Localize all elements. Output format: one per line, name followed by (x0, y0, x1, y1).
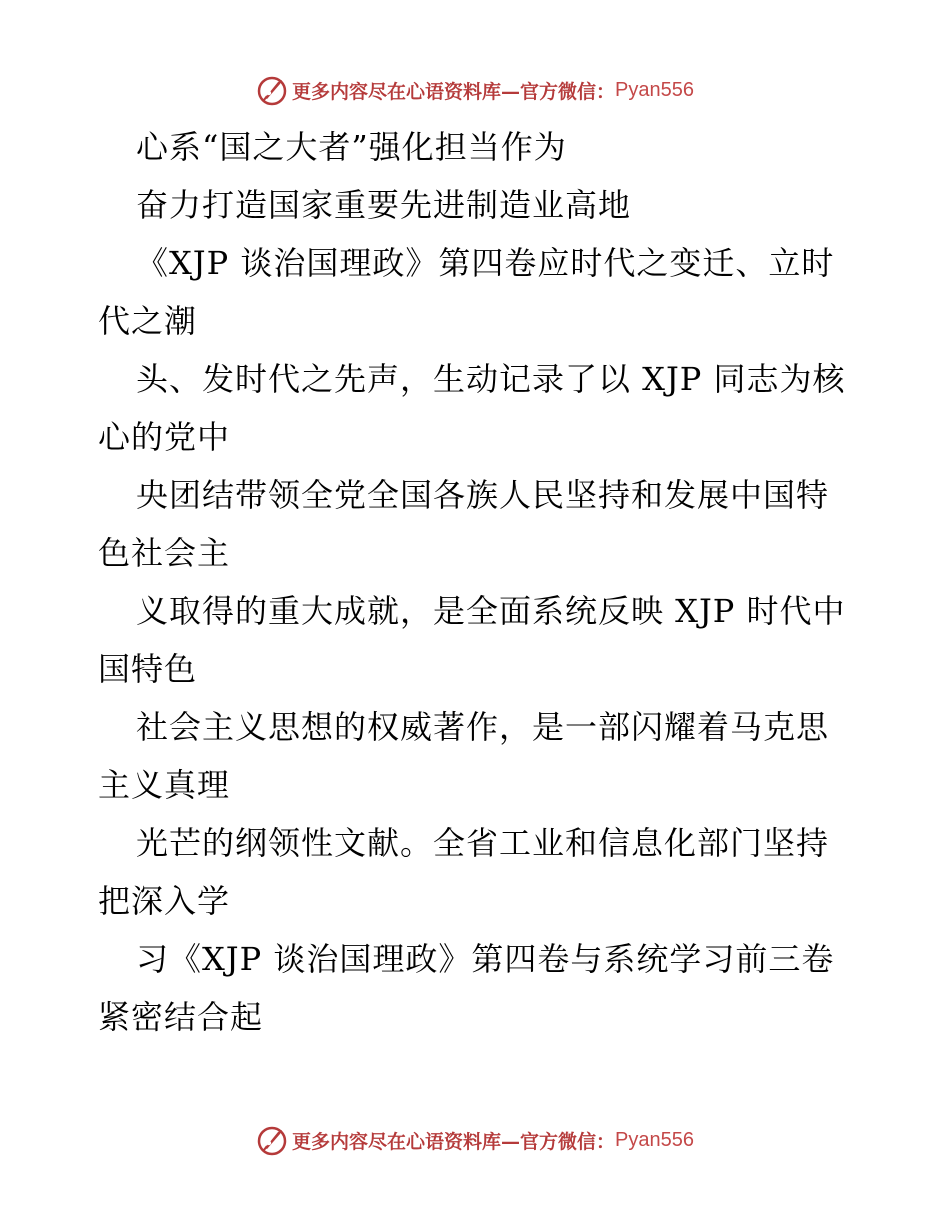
header-wechat-account: Pyan556 (615, 78, 694, 101)
document-line: 习《XJP 谈治国理政》第四卷与系统学习前三卷紧密结合起 (98, 940, 835, 1036)
header-banner (0, 70, 950, 110)
document-line: 央团结带领全党全国各族人民坚持和发展中国特色社会主 (98, 476, 830, 572)
footer-wechat-account: Pyan556 (615, 1128, 694, 1151)
header-banner-text: 更多内容尽在心语资料库—官方微信： (292, 80, 616, 103)
document-line: 社会主义思想的权威著作，是一部闪耀着马克思主义真理 (98, 708, 830, 804)
document-line: 奋力打造国家重要先进制造业高地 (136, 186, 632, 224)
document-line: 光芒的纲领性文献。全省工业和信息化部门坚持把深入学 (98, 824, 830, 920)
document-line: 《XJP 谈治国理政》第四卷应时代之变迁、立时代之潮 (98, 244, 835, 340)
footer-banner-text: 更多内容尽在心语资料库—官方微信： (292, 1130, 616, 1153)
document-line: 头、发时代之先声，生动记录了以 XJP 同志为核心的党中 (98, 360, 846, 456)
document-line: 心系“国之大者”强化担当作为 (136, 128, 567, 166)
document-line: 义取得的重大成就，是全面系统反映 XJP 时代中国特色 (98, 592, 846, 688)
quill-logo-icon (256, 74, 288, 106)
quill-logo-icon (256, 1124, 288, 1156)
document-body (98, 118, 858, 1046)
footer-banner (0, 1120, 950, 1160)
